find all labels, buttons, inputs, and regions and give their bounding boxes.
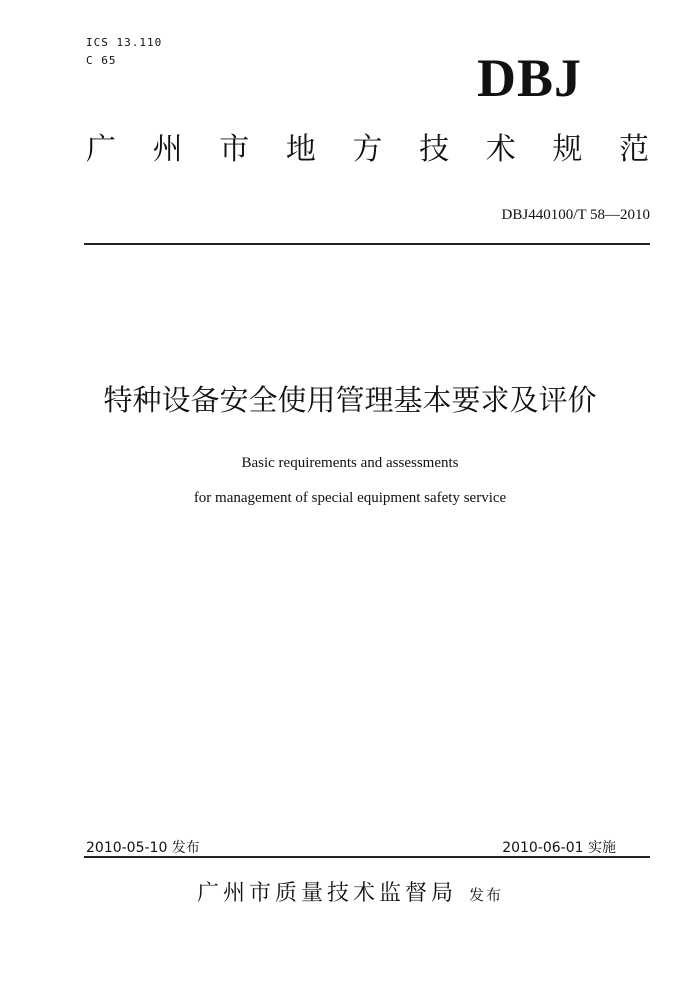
authority-char: 规 bbox=[552, 132, 583, 167]
authority-char: 州 bbox=[152, 132, 183, 167]
standard-number: DBJ440100/T 58—2010 bbox=[501, 207, 650, 223]
dbj-logo: DBJ bbox=[477, 48, 583, 108]
authority-char: 技 bbox=[419, 132, 450, 167]
authority-char: 方 bbox=[352, 132, 383, 167]
classification-code: C 65 bbox=[86, 54, 117, 67]
document-title-en-line2: for management of special equipment safety service bbox=[193, 490, 507, 506]
issuing-authority-title bbox=[86, 130, 649, 170]
issue-date: 2010-05-10 发布 bbox=[86, 840, 200, 856]
publisher-name: 广州市质量技术监督局 bbox=[196, 881, 457, 906]
top-divider bbox=[84, 243, 650, 245]
authority-char: 地 bbox=[285, 132, 316, 167]
document-title-en-line1: Basic requirements and assessments bbox=[241, 455, 459, 471]
authority-char: 范 bbox=[619, 132, 649, 167]
publisher bbox=[0, 876, 700, 907]
bottom-divider bbox=[84, 856, 650, 858]
ics-code: ICS 13.110 bbox=[86, 36, 163, 49]
authority-char: 广 bbox=[86, 132, 116, 167]
document-title-zh: 特种设备安全使用管理基本要求及评价 bbox=[103, 383, 597, 417]
publisher-suffix: 发布 bbox=[469, 886, 504, 904]
implementation-date: 2010-06-01 实施 bbox=[502, 840, 616, 856]
authority-char: 术 bbox=[485, 132, 516, 167]
authority-char: 市 bbox=[219, 132, 250, 167]
